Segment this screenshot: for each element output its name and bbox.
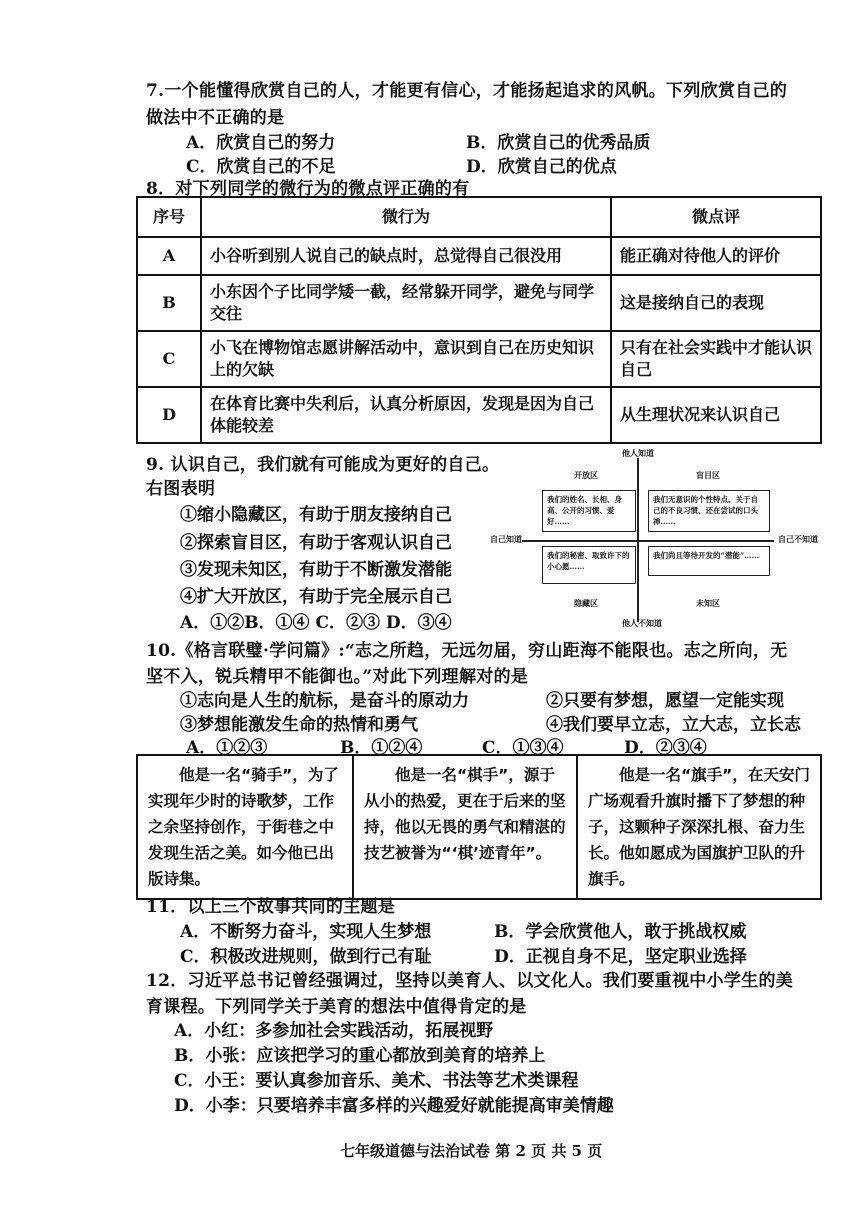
q10-option-b: B．①②④ bbox=[340, 738, 423, 758]
story-chess-player: 他是一名“棋手”，源于从小的热爱，更在于后来的坚持，他以无畏的勇气和精湛的技艺被誉为“‘棋’迹青年”。 bbox=[353, 755, 577, 899]
diagram-label-left: 自己知道 bbox=[490, 534, 522, 544]
q11-option-b: B．学会欣赏他人，敢于挑战权威 bbox=[494, 922, 747, 942]
q10-stem-line2: 坚不入，锐兵精甲不能御也。”对此下列理解对的是 bbox=[146, 667, 529, 687]
q12-option-d: D．小李：只要培养丰富多样的兴趣爱好就能提高审美情趣 bbox=[174, 1096, 614, 1116]
q7-option-d: D．欣赏自己的优点 bbox=[466, 157, 617, 177]
q7-stem-line1: 7.一个能懂得欣赏自己的人，才能更有信心，才能扬起追求的风帆。下列欣赏自己的 bbox=[146, 81, 788, 101]
q10-option-c: C．①③④ bbox=[482, 738, 564, 758]
table-row bbox=[137, 275, 821, 331]
q11-stem: 11．以上三个故事共同的主题是 bbox=[146, 897, 396, 917]
q7-option-a: A．欣赏自己的努力 bbox=[186, 133, 336, 153]
q8-row-id: B bbox=[137, 275, 201, 331]
q8-row-behavior: 在体育比赛中失利后，认真分析原因，发现是因为自己体能较差 bbox=[201, 387, 611, 443]
q9-item-4: ④扩大开放区，有助于完全展示自己 bbox=[180, 587, 452, 607]
q8-row-id: D bbox=[137, 387, 201, 443]
q9-item-2: ②探索盲目区，有助于客观认识自己 bbox=[180, 533, 452, 553]
q12-stem-line1: 12．习近平总书记曾经强调过，坚持以美育人、以文化人。我们要重视中小学生的美 bbox=[146, 971, 794, 991]
diagram-label-bottom: 他人不知道 bbox=[622, 618, 662, 628]
diagram-label-right: 自己不知道 bbox=[778, 534, 818, 544]
q8-table bbox=[136, 196, 822, 444]
table-row bbox=[137, 755, 821, 899]
q11-option-c: C．积极改进规则，做到行己有耻 bbox=[180, 947, 432, 967]
q9-item-1: ①缩小隐藏区，有助于朋友接纳自己 bbox=[180, 505, 452, 525]
q8-header-row bbox=[137, 197, 821, 237]
q8-stem: 8．对下列同学的微行为的微点评正确的有 bbox=[146, 179, 470, 199]
q10-item-3: ③梦想能激发生命的热情和勇气 bbox=[180, 715, 418, 735]
q7-option-c: C．欣赏自己的不足 bbox=[186, 157, 336, 177]
q8-row-comment: 只有在社会实践中才能认识自己 bbox=[611, 331, 821, 387]
q10-stem-line1: 10.《格言联璧·学问篇》:“志之所趋，无远勿届，穷山距海不能限也。志之所向，无 bbox=[146, 641, 788, 661]
q12-stem-line2: 育课程。下列同学关于美育的想法中值得肯定的是 bbox=[146, 997, 527, 1017]
q8-row-id: A bbox=[137, 237, 201, 275]
diagram-box-unknown: 我们尚且等待开发的“潜能”…… bbox=[648, 546, 770, 576]
table-row bbox=[137, 387, 821, 443]
q12-option-b: B．小张：应该把学习的重心都放到美育的培养上 bbox=[174, 1046, 546, 1066]
table-row bbox=[137, 237, 821, 275]
diagram-quad-unknown: 未知区 bbox=[696, 598, 720, 608]
diagram-label-top: 他人知道 bbox=[622, 448, 654, 458]
q11-option-d: D．正视自身不足，坚定职业选择 bbox=[494, 947, 747, 967]
q12-option-a: A．小红：多参加社会实践活动，拓展视野 bbox=[174, 1021, 494, 1041]
q8-header-behavior: 微行为 bbox=[201, 197, 611, 237]
q10-item-1: ①志向是人生的航标，是奋斗的原动力 bbox=[180, 691, 469, 711]
story-flag-bearer: 他是一名“旗手”，在天安门广场观看升旗时播下了梦想的种子，这颗种子深深扎根、奋力生长。他如愿成为国旗护卫队的升旗手。 bbox=[577, 755, 821, 899]
q8-row-id: C bbox=[137, 331, 201, 387]
q9-item-3: ③发现未知区，有助于不断激发潜能 bbox=[180, 560, 452, 580]
johari-window-diagram bbox=[490, 448, 830, 628]
table-row bbox=[137, 331, 821, 387]
q10-option-a: A．①②③ bbox=[186, 738, 268, 758]
q8-header-comment: 微点评 bbox=[611, 197, 821, 237]
q8-row-comment: 这是接纳自己的表现 bbox=[611, 275, 821, 331]
q11-option-a: A．不断努力奋斗，实现人生梦想 bbox=[180, 922, 432, 942]
q10-item-2: ②只要有梦想，愿望一定能实现 bbox=[546, 691, 784, 711]
diagram-box-open: 我们的姓名、长相、身高、公开的习惯、爱好…… bbox=[542, 490, 636, 532]
q8-row-comment: 能正确对待他人的评价 bbox=[611, 237, 821, 275]
q12-option-c: C．小王：要认真参加音乐、美术、书法等艺术类课程 bbox=[174, 1071, 579, 1091]
q8-row-behavior: 小飞在博物馆志愿讲解活动中，意识到自己在历史知识上的欠缺 bbox=[201, 331, 611, 387]
diagram-quad-blind: 盲目区 bbox=[696, 470, 720, 480]
story-table bbox=[136, 754, 822, 900]
diagram-horizontal-axis bbox=[522, 540, 774, 542]
q8-row-behavior: 小谷听到别人说自己的缺点时，总觉得自己很没用 bbox=[201, 237, 611, 275]
q8-header-id: 序号 bbox=[137, 197, 201, 237]
q7-stem-line2: 做法中不正确的是 bbox=[146, 108, 285, 128]
q10-item-4: ④我们要早立志，立大志，立长志 bbox=[546, 715, 801, 735]
q10-option-d: D．②③④ bbox=[624, 738, 707, 758]
story-rider: 他是一名“骑手”，为了实现年少时的诗歌梦，工作之余坚持创作，于街巷之中发现生活之美。如今他已出版诗集。 bbox=[137, 755, 353, 899]
diagram-quad-hidden: 隐藏区 bbox=[574, 598, 598, 608]
diagram-box-hidden: 我们的秘密、取致许下的小心愿…… bbox=[542, 546, 636, 584]
page-footer: 七年级道德与法治试卷 第 2 页 共 5 页 bbox=[340, 1142, 603, 1160]
q8-row-comment: 从生理状况来认识自己 bbox=[611, 387, 821, 443]
q8-row-behavior: 小东因个子比同学矮一截，经常躲开同学，避免与同学交往 bbox=[201, 275, 611, 331]
q9-options: A．①②B．①④ C．②③ D．③④ bbox=[180, 613, 452, 633]
diagram-box-blind: 我们无意识的个性特点、关于自己的不良习惯、还在尝试的口头禅…… bbox=[648, 490, 770, 532]
q9-stem-line2: 右图表明 bbox=[146, 479, 216, 499]
q9-stem-line1: 9. 认识自己，我们就有可能成为更好的自己。 bbox=[146, 455, 500, 475]
q7-option-b: B．欣赏自己的优秀品质 bbox=[466, 133, 651, 153]
diagram-quad-open: 开放区 bbox=[574, 470, 598, 480]
